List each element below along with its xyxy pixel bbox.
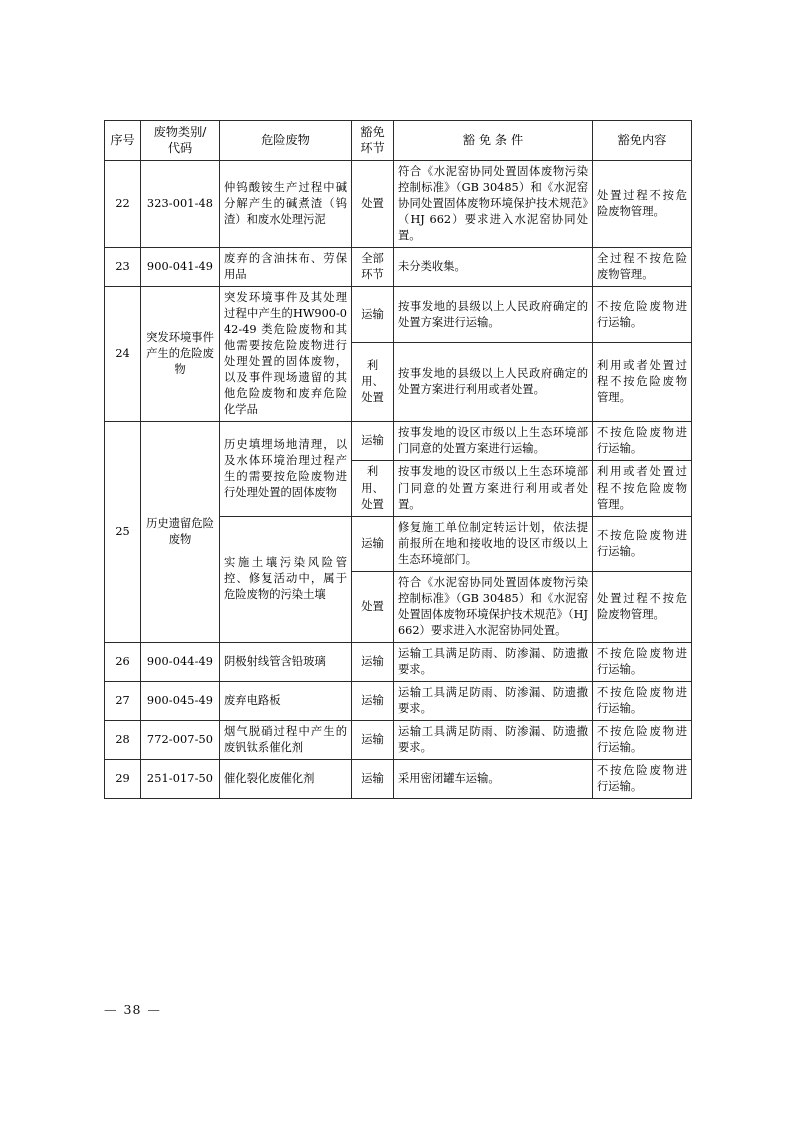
cell-content: 不按危险废物进行运输。 — [593, 422, 692, 461]
cell-content: 处置过程不按危险废物管理。 — [593, 571, 692, 642]
cell-content: 不按危险废物进行运输。 — [593, 642, 692, 681]
cell-condition: 按事发地的县级以上人民政府确定的处置方案进行利用或者处置。 — [394, 343, 593, 422]
cell-seq: 24 — [105, 287, 141, 422]
cell-content: 不按危险废物进行运输。 — [593, 287, 692, 343]
cell-condition: 符合《水泥窑协同处置固体废物污染控制标准》（GB 30485）和《水泥窑处置固体废物环境保护技术规范》（HJ 662）要求进入水泥窑协同处置。 — [394, 571, 593, 642]
cell-content: 不按危险废物进行运输。 — [593, 759, 692, 798]
cell-waste: 废弃的含油抹布、劳保用品 — [220, 248, 352, 287]
footer-dash-left: — — [104, 1002, 118, 1017]
cell-link: 运输 — [352, 681, 394, 720]
table-header-row — [105, 121, 692, 161]
cell-condition: 按事发地的设区市级以上生态环境部门同意的处置方案进行运输。 — [394, 422, 593, 461]
cell-seq: 27 — [105, 681, 141, 720]
column-header-condition: 豁 免 条 件 — [394, 121, 593, 161]
cell-link — [352, 343, 394, 422]
cell-content: 不按危险废物进行运输。 — [593, 516, 692, 571]
cell-link-line2: 处置 — [361, 391, 384, 405]
cell-code: 323-001-48 — [141, 160, 220, 247]
column-header-code-line2: 代码 — [167, 141, 193, 156]
cell-waste: 阴极射线管含铅玻璃 — [220, 642, 352, 681]
cell-waste: 实施土壤污染风险管控、修复活动中，属于危险废物的污染土壤 — [220, 516, 352, 642]
cell-link: 运输 — [352, 759, 394, 798]
cell-seq: 23 — [105, 248, 141, 287]
cell-waste: 历史填埋场地清理，以及水体环境治理过程产生的需要按危险废物进行处理处置的固体废物 — [220, 422, 352, 516]
cell-link-line1: 全部 — [361, 252, 384, 266]
cell-condition: 运输工具满足防雨、防渗漏、防遗撒要求。 — [394, 720, 593, 759]
cell-condition: 按事发地的设区市级以上生态环境部门同意的处置方案进行利用或者处置。 — [394, 461, 593, 516]
cell-link-line1: 利用、 — [361, 359, 384, 389]
column-header-link-line2: 环节 — [360, 141, 385, 156]
table-row — [105, 720, 692, 759]
cell-code: 772-007-50 — [141, 720, 220, 759]
hazardous-waste-exemption-table — [104, 120, 692, 799]
table-row — [105, 642, 692, 681]
cell-link: 处置 — [352, 160, 394, 247]
column-header-waste: 危险废物 — [220, 121, 352, 161]
cell-waste: 烟气脱硝过程中产生的废钒钛系催化剂 — [220, 720, 352, 759]
page-number: 38 — [123, 1002, 142, 1017]
table-row — [105, 287, 692, 343]
column-header-link — [352, 121, 394, 161]
cell-waste: 废弃电路板 — [220, 681, 352, 720]
cell-code: 900-044-49 — [141, 642, 220, 681]
cell-seq: 28 — [105, 720, 141, 759]
cell-link: 运输 — [352, 642, 394, 681]
cell-condition: 运输工具满足防雨、防渗漏、防遗撒要求。 — [394, 642, 593, 681]
table-row — [105, 248, 692, 287]
cell-waste: 仲钨酸铵生产过程中碱分解产生的碱煮渣（钨渣）和废水处理污泥 — [220, 160, 352, 247]
cell-code: 历史遗留危险废物 — [141, 422, 220, 642]
cell-link-line2: 处置 — [361, 497, 384, 511]
cell-link: 运输 — [352, 720, 394, 759]
cell-code: 900-041-49 — [141, 248, 220, 287]
cell-code: 251-017-50 — [141, 759, 220, 798]
cell-link: 运输 — [352, 287, 394, 343]
cell-condition: 未分类收集。 — [394, 248, 593, 287]
page-footer — [104, 1002, 691, 1017]
cell-content: 全过程不按危险废物管理。 — [593, 248, 692, 287]
column-header-code-line1: 废物类别/ — [153, 125, 207, 139]
cell-link-line1: 利用、 — [361, 465, 384, 495]
footer-dash-right: — — [147, 1002, 161, 1017]
cell-content: 利用或者处置过程不按危险废物管理。 — [593, 461, 692, 516]
cell-link: 运输 — [352, 516, 394, 571]
cell-link — [352, 461, 394, 516]
cell-condition: 采用密闭罐车运输。 — [394, 759, 593, 798]
cell-content: 利用或者处置过程不按危险废物管理。 — [593, 343, 692, 422]
table-header — [105, 121, 692, 161]
cell-seq: 25 — [105, 422, 141, 642]
cell-content: 处置过程不按危险废物管理。 — [593, 160, 692, 247]
cell-seq: 26 — [105, 642, 141, 681]
column-header-code — [141, 121, 220, 161]
table-row — [105, 422, 692, 461]
column-header-link-line1: 豁免 — [360, 125, 385, 139]
cell-code: 900-045-49 — [141, 681, 220, 720]
table-row — [105, 759, 692, 798]
cell-content: 不按危险废物进行运输。 — [593, 720, 692, 759]
cell-content: 不按危险废物进行运输。 — [593, 681, 692, 720]
cell-condition: 符合《水泥窑协同处置固体废物污染控制标准》（GB 30485）和《水泥窑协同处置固体废物环境保护技术规范》（HJ 662）要求进入水泥窑协同处置。 — [394, 160, 593, 247]
cell-seq: 29 — [105, 759, 141, 798]
cell-link: 运输 — [352, 422, 394, 461]
cell-seq: 22 — [105, 160, 141, 247]
cell-link: 处置 — [352, 571, 394, 642]
table-body — [105, 160, 692, 798]
table-row — [105, 681, 692, 720]
cell-waste: 突发环境事件及其处理过程中产生的HW900-042-49 类危险废物和其他需要按危险废物进行处理处置的固体废物，以及事件现场遗留的其他危险废物和废弃危险化学品 — [220, 287, 352, 422]
cell-code: 突发环境事件产生的危险废物 — [141, 287, 220, 422]
column-header-content: 豁免内容 — [593, 121, 692, 161]
table-row — [105, 160, 692, 247]
cell-condition: 运输工具满足防雨、防渗漏、防遗撒要求。 — [394, 681, 593, 720]
cell-condition: 按事发地的县级以上人民政府确定的处置方案进行运输。 — [394, 287, 593, 343]
cell-condition: 修复施工单位制定转运计划，依法提前报所在地和接收地的设区市级以上生态环境部门。 — [394, 516, 593, 571]
column-header-seq: 序号 — [105, 121, 141, 161]
cell-waste: 催化裂化废催化剂 — [220, 759, 352, 798]
hazardous-waste-exemption-table-wrapper — [104, 120, 691, 799]
cell-link — [352, 248, 394, 287]
cell-link-line2: 环节 — [361, 268, 384, 282]
